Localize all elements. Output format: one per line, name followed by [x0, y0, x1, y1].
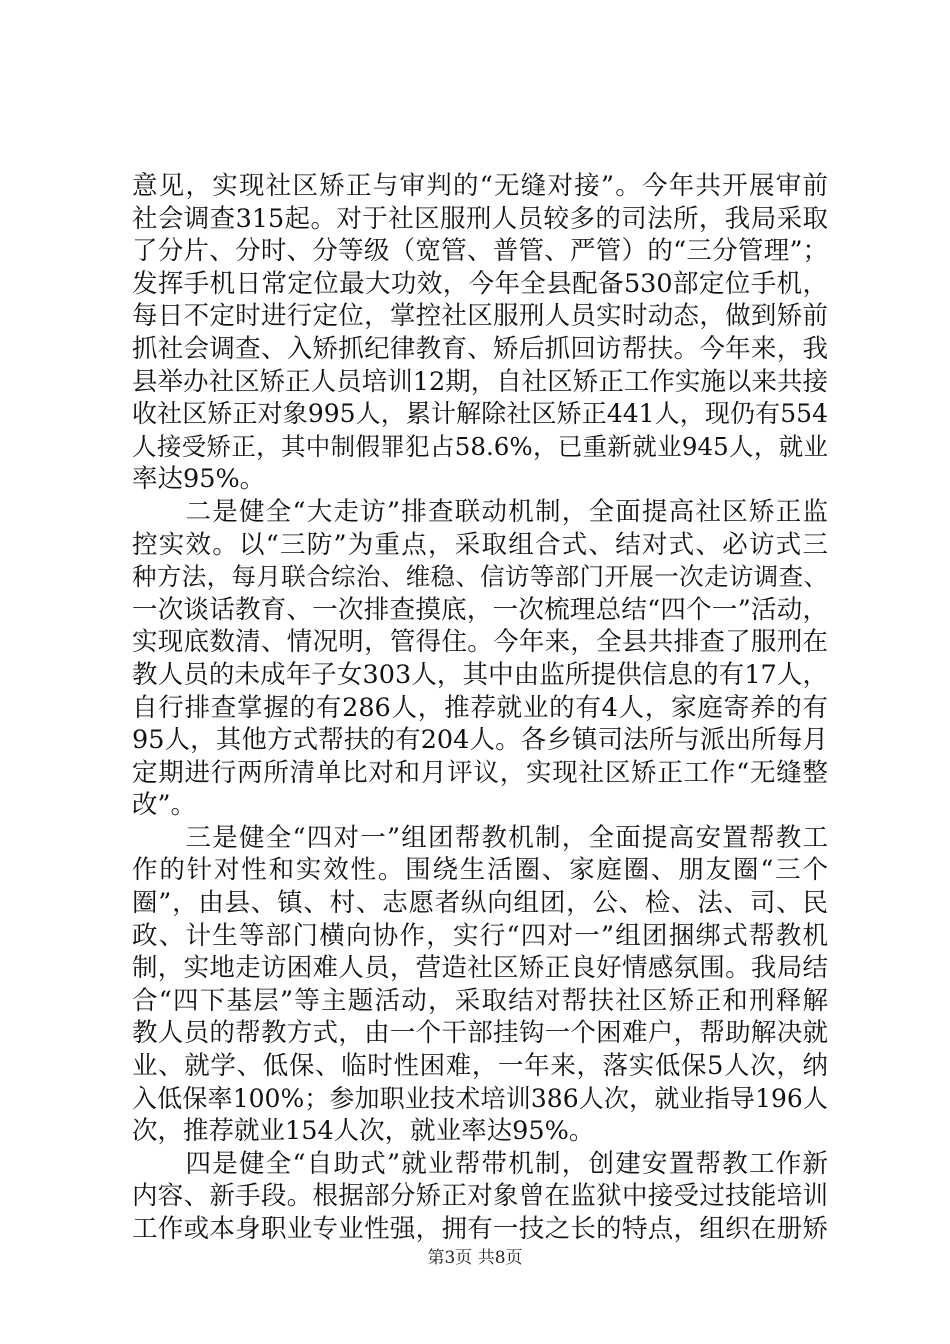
text-line: 圈”，由县、镇、村、志愿者纵向组团，公、检、法、司、民 [132, 888, 828, 919]
page-number-footer: 第3页 共8页 [427, 1248, 523, 1268]
text-line: 实现底数清、情况明，管得住。今年来，全县共排查了服刑在 [132, 627, 828, 658]
text-line: 教人员的未成年子女303人，其中由监所提供信息的有17人， [132, 659, 828, 690]
text-line: 抓社会调查、入矫抓纪律教育、矫后抓回访帮扶。今年来，我 [132, 333, 828, 364]
text-line: 制，实地走访困难人员，营造社区矫正良好情感氛围。我局结 [132, 953, 828, 984]
text-line: 控实效。以“三防”为重点，采取组合式、结对式、必访式三 [132, 529, 828, 560]
text-line: 县举办社区矫正人员培训12期，自社区矫正工作实施以来共接 [132, 366, 828, 397]
paragraph-start-line: 三是健全“四对一”组团帮教机制，全面提高安置帮教工 [132, 822, 828, 853]
text-line: 教人员的帮教方式，由一个干部挂钩一个困难户，帮助解决就 [132, 1018, 828, 1049]
text-line: 入低保率100%；参加职业技术培训386人次，就业指导196人 [132, 1083, 828, 1113]
text-line: 定期进行两所清单比对和月评议，实现社区矫正工作“无缝整 [132, 757, 828, 788]
text-line: 次，推荐就业154人次，就业率达95%。 [132, 1116, 595, 1147]
text-line: 合“四下基层”等主题活动，采取结对帮扶社区矫正和刑释解 [132, 985, 828, 1016]
text-line: 内容、新手段。根据部分矫正对象曾在监狱中接受过技能培训 [132, 1181, 828, 1212]
text-line: 意见，实现社区矫正与审判的“无缝对接”。今年共开展审前 [132, 171, 828, 201]
text-line: 自行排查掌握的有286人，推荐就业的有4人，家庭寄养的有 [132, 692, 828, 723]
paragraph-start-line: 二是健全“大走访”排查联动机制，全面提高社区矫正监 [132, 496, 828, 527]
text-line: 政、计生等部门横向协作，实行“四对一”组团捆绑式帮教机 [132, 920, 828, 951]
text-line: 率达95%。 [132, 464, 266, 495]
text-line: 作的针对性和实效性。围绕生活圈、家庭圈、朋友圈“三个 [132, 855, 828, 886]
text-line: 收社区矫正对象995人，累计解除社区矫正441人，现仍有554 [132, 399, 828, 429]
text-line: 种方法，每月联合综治、维稳、信访等部门开展一次走访调查、 [132, 562, 828, 592]
text-line: 每日不定时进行定位，掌控社区服刑人员实时动态，做到矫前 [132, 301, 828, 332]
paragraph-start-line: 四是健全“自助式”就业帮带机制，创建安置帮教工作新 [132, 1148, 828, 1179]
text-line: 社会调查315起。对于社区服刑人员较多的司法所，我局采取 [132, 203, 828, 234]
text-line: 发挥手机日常定位最大功效，今年全县配备530部定位手机， [132, 268, 828, 299]
document-body [132, 170, 828, 1246]
text-line: 95人，其他方式帮扶的有204人。各乡镇司法所与派出所每月 [132, 725, 828, 756]
text-line: 业、就学、低保、临时性困难，一年来，落实低保5人次，纳 [132, 1051, 828, 1082]
text-line: 工作或本身职业专业性强，拥有一技之长的特点，组织在册矫 [132, 1214, 828, 1244]
text-line: 一次谈话教育、一次排查摸底，一次梳理总结“四个一”活动， [132, 594, 828, 625]
text-line: 人接受矫正，其中制假罪犯占58.6%，已重新就业945人，就业 [132, 431, 828, 461]
text-line: 了分片、分时、分等级（宽管、普管、严管）的“三分管理”； [132, 236, 828, 267]
text-line: 改”。 [132, 790, 197, 821]
